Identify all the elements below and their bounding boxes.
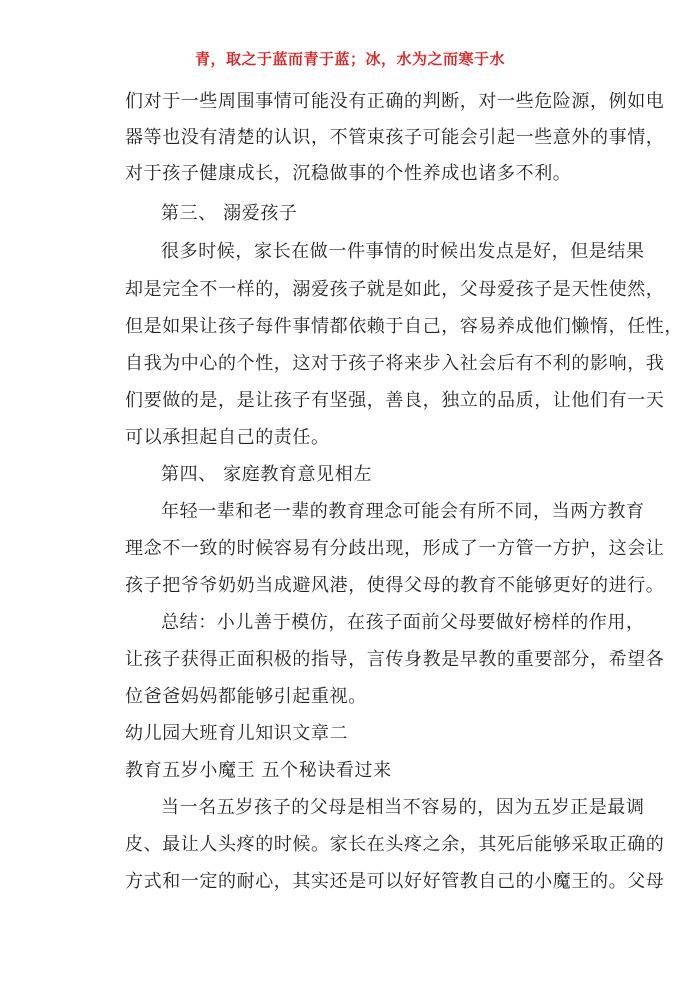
summary-line-2: 让孩子获得正面积极的指导，言传身教是早教的重要部分，希望各 [125,649,665,670]
body-line-21: 皮、最让人头疼的时候。家长在头疼之余，其死后能够采取正确的 [125,834,665,855]
body-line-7: 但是如果让孩子每件事情都依赖于自己，容易养成他们懒惰，任性， [125,316,683,337]
body-line-9: 们要做的是，是让孩子有坚强，善良，独立的品质，让他们有一天 [125,390,665,411]
article-subtitle: 教育五岁小魔王 五个秘诀看过来 [125,760,392,781]
body-line-20: 当一名五岁孩子的父母是相当不容易的，因为五岁正是最调 [161,797,645,818]
body-line-2: 器等也没有清楚的认识，不管束孩子可能会引起一些意外的事情， [125,127,665,148]
body-line-12: 年轻一辈和老一辈的教育理念可能会有所不同，当两方教育 [161,501,645,522]
body-line-6: 却是完全不一样的，溺爱孩子就是如此，父母爱孩子是天性使然， [125,279,665,300]
body-line-14: 孩子把爷爷奶奶当成避风港，使得父母的教育不能够更好的进行。 [125,575,665,596]
body-line-3: 对于孩子健康成长，沉稳做事的个性养成也诸多不利。 [125,163,572,184]
body-line-10: 可以承担起自己的责任。 [125,427,330,448]
summary-line-1: 总结：小儿善于模仿，在孩子面前父母要做好榜样的作用， [161,612,645,633]
body-line-8: 自我为中心的个性，这对于孩子将来步入社会后有不利的影响，我 [125,353,665,374]
article-title: 幼儿园大班育儿知识文章二 [125,723,349,744]
section-heading-4: 第四、 家庭教育意见相左 [161,464,372,485]
page-header-quote: 青，取之于蓝而青于蓝；冰，水为之而寒于水 [194,50,505,68]
body-line-13: 理念不一致的时候容易有分歧出现，形成了一方管一方护，这会让 [125,538,665,559]
body-line-22: 方式和一定的耐心，其实还是可以好好管教自己的小魔王的。父母 [125,871,665,892]
body-line-1: 们对于一些周围事情可能没有正确的判断，对一些危险源，例如电 [125,91,665,112]
body-line-5: 很多时候，家长在做一件事情的时候出发点是好，但是结果 [161,241,645,262]
summary-line-3: 位爸爸妈妈都能够引起重视。 [125,686,367,707]
section-heading-3: 第三、 溺爱孩子 [161,203,298,224]
